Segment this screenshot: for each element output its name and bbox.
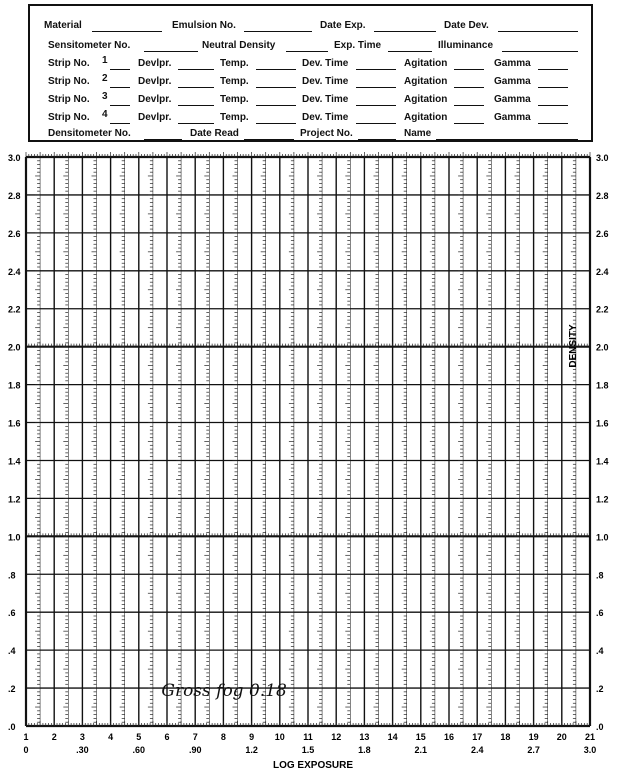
y-tick-label-left: 1.4: [8, 456, 21, 467]
devlpr-label: Devlpr.: [138, 76, 172, 87]
strip-number: 2: [102, 73, 108, 84]
x-step-label: 14: [387, 732, 398, 742]
strip-label: Strip No.: [48, 76, 90, 87]
densitometer-no-label: Densitometer No.: [48, 128, 131, 139]
y-tick-label-right: .0: [596, 722, 604, 732]
agitation-label: Agitation: [404, 76, 448, 87]
strip-label: Strip No.: [48, 112, 90, 123]
date-dev-label: Date Dev.: [444, 20, 489, 31]
illuminance-label: Illuminance: [438, 40, 494, 51]
x-step-label: 9: [249, 732, 255, 742]
x-log-label: .90: [188, 745, 202, 755]
y-tick-label-right: .4: [596, 646, 604, 657]
x-log-label: 1.5: [301, 745, 315, 755]
x-step-label: 15: [415, 732, 426, 742]
y-tick-label-left: 2.6: [8, 228, 21, 239]
date-exp-label: Date Exp.: [320, 20, 366, 31]
y-tick-label-right: 2.8: [596, 190, 609, 201]
x-step-label: 19: [528, 732, 539, 742]
y-tick-label-right: 1.0: [596, 532, 609, 543]
dev-time-label: Dev. Time: [302, 58, 349, 69]
x-log-label: 0: [23, 745, 29, 755]
y-axis-title: DENSITY: [568, 324, 579, 368]
y-tick-label-right: 2.2: [596, 304, 609, 315]
x-step-label: 12: [331, 732, 342, 742]
agitation-label: Agitation: [404, 58, 448, 69]
neutral-density-label: Neutral Density: [202, 40, 276, 51]
y-tick-label-right: 1.6: [596, 418, 609, 429]
gamma-label: Gamma: [494, 76, 531, 87]
name-label: Name: [404, 128, 432, 139]
y-tick-label-right: .2: [596, 684, 604, 695]
y-tick-label-left: 1.6: [8, 418, 21, 429]
x-log-label: 1.8: [358, 745, 371, 755]
temp-label: Temp.: [220, 94, 249, 105]
y-tick-label-left: 2.0: [8, 342, 21, 353]
y-tick-label-left: 2.8: [8, 190, 21, 201]
x-log-label: 2.7: [527, 745, 540, 755]
x-step-label: 1: [23, 732, 29, 742]
devlpr-label: Devlpr.: [138, 94, 172, 105]
x-step-label: 21: [584, 732, 596, 742]
x-log-label: 3.0: [583, 745, 597, 755]
dev-time-label: Dev. Time: [302, 76, 349, 87]
temp-label: Temp.: [220, 58, 249, 69]
y-tick-label-left: .0: [8, 722, 16, 732]
x-step-label: 4: [108, 732, 114, 742]
x-step-label: 11: [303, 732, 313, 742]
y-tick-label-right: 1.4: [596, 456, 609, 467]
strip-number: 1: [102, 55, 108, 66]
y-tick-label-left: 3.0: [8, 153, 21, 163]
y-tick-label-right: 1.8: [596, 380, 609, 391]
x-axis-title: LOG EXPOSURE: [272, 760, 354, 771]
y-tick-label-left: .4: [8, 646, 16, 657]
strip-number: 4: [102, 109, 108, 120]
sensitometer-no-label: Sensitometer No.: [48, 40, 131, 51]
y-tick-label-right: 3.0: [596, 153, 609, 163]
y-tick-label-left: 1.0: [8, 532, 21, 543]
exp-time-label: Exp. Time: [334, 40, 382, 51]
x-step-label: 2: [51, 732, 57, 742]
y-tick-label-right: 1.2: [596, 494, 609, 505]
dev-time-label: Dev. Time: [302, 94, 349, 105]
y-tick-label-left: 2.2: [8, 304, 21, 315]
emulsion-no-label: Emulsion No.: [172, 20, 236, 31]
gamma-label: Gamma: [494, 58, 531, 69]
y-tick-label-right: .6: [596, 608, 604, 619]
project-no-label: Project No.: [300, 128, 353, 139]
gamma-label: Gamma: [494, 112, 531, 123]
x-step-label: 18: [500, 732, 511, 742]
y-tick-label-right: .8: [596, 570, 604, 581]
y-tick-label-left: 1.8: [8, 380, 21, 391]
x-log-label: .60: [132, 745, 146, 755]
x-step-label: 13: [359, 732, 370, 742]
y-tick-label-left: 1.2: [8, 494, 21, 505]
x-log-label: 1.2: [245, 745, 258, 755]
y-tick-label-left: 2.4: [8, 266, 21, 277]
y-tick-label-right: 2.4: [596, 266, 609, 277]
x-step-label: 3: [79, 732, 85, 742]
x-step-label: 7: [192, 732, 198, 742]
devlpr-label: Devlpr.: [138, 112, 172, 123]
strip-label: Strip No.: [48, 94, 90, 105]
date-read-label: Date Read: [190, 128, 239, 139]
agitation-label: Agitation: [404, 94, 448, 105]
gross-fog-annotation: Gross fog 0.18: [161, 680, 287, 701]
gamma-label: Gamma: [494, 94, 531, 105]
y-tick-label-right: 2.0: [596, 342, 609, 353]
dev-time-label: Dev. Time: [302, 112, 349, 123]
devlpr-label: Devlpr.: [138, 58, 172, 69]
x-step-label: 6: [164, 732, 170, 742]
agitation-label: Agitation: [404, 112, 448, 123]
temp-label: Temp.: [220, 76, 249, 87]
x-step-label: 16: [443, 732, 455, 742]
temp-label: Temp.: [220, 112, 249, 123]
strip-number: 3: [102, 91, 108, 102]
x-step-label: 10: [274, 732, 285, 742]
x-step-label: 20: [556, 732, 567, 742]
material-label: Material: [44, 20, 82, 31]
strip-label: Strip No.: [48, 58, 90, 69]
x-step-label: 17: [472, 732, 483, 742]
y-tick-label-right: 2.6: [596, 228, 609, 239]
x-log-label: 2.1: [414, 745, 428, 755]
x-step-label: 5: [136, 732, 142, 742]
major-gridlines: [26, 157, 590, 726]
y-tick-label-left: .8: [8, 570, 16, 581]
y-tick-label-left: .2: [8, 684, 16, 695]
x-step-label: 8: [220, 732, 226, 742]
y-tick-label-left: .6: [8, 608, 16, 619]
x-log-label: .30: [76, 745, 89, 755]
x-log-label: 2.4: [470, 745, 484, 755]
